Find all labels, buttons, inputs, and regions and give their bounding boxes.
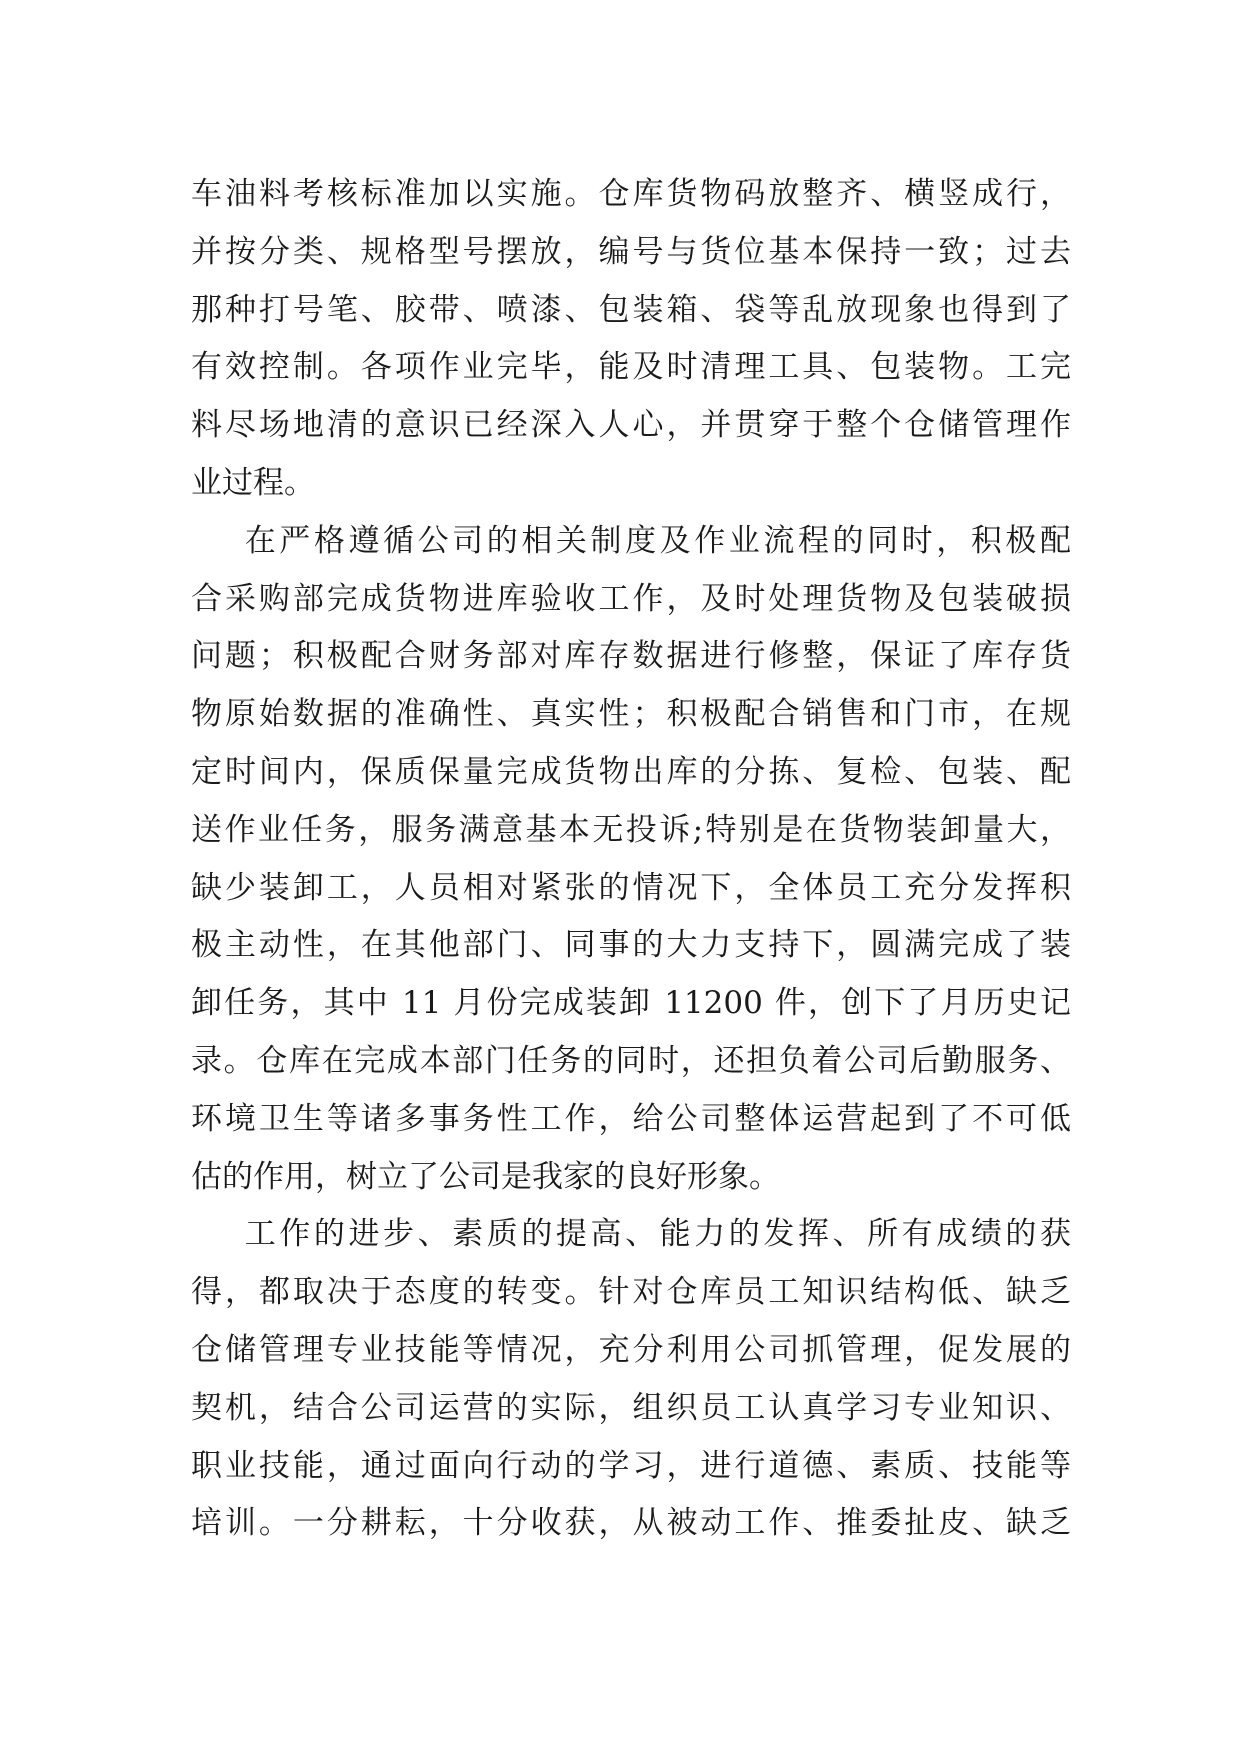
text-line: 问题；积极配合财务部对库存数据进行修整，保证了库存货 — [191, 638, 1071, 675]
paragraph — [191, 166, 1071, 513]
text-line: 得，都取决于态度的转变。针对仓库员工知识结构低、缺乏 — [191, 1274, 1071, 1311]
paragraph — [191, 1206, 1071, 1553]
text-line: 录。仓库在完成本部门任务的同时，还担负着公司后勤服务、 — [191, 1042, 1071, 1079]
text-line: 契机，结合公司运营的实际，组织员工认真学习专业知识、 — [191, 1389, 1071, 1426]
text-line: 极主动性，在其他部门、同事的大力支持下，圆满完成了装 — [191, 927, 1071, 964]
text-line: 并按分类、规格型号摆放，编号与货位基本保持一致；过去 — [191, 233, 1071, 270]
text-line: 环境卫生等诸多事务性工作，给公司整体运营起到了不可低 — [191, 1100, 1071, 1137]
text-line: 业过程。 — [191, 464, 315, 501]
text-line: 估的作用，树立了公司是我家的良好形象。 — [191, 1158, 780, 1195]
text-line: 料尽场地清的意识已经深入人心，并贯穿于整个仓储管理作 — [191, 407, 1071, 444]
text-line: 有效控制。各项作业完毕，能及时清理工具、包装物。工完 — [191, 349, 1071, 386]
text-line: 在严格遵循公司的相关制度及作业流程的同时，积极配 — [191, 522, 1071, 559]
text-line: 定时间内，保质保量完成货物出库的分拣、复检、包装、配 — [191, 753, 1071, 790]
text-line: 培训。一分耕耘，十分收获，从被动工作、推委扯皮、缺乏 — [191, 1505, 1071, 1542]
text-line: 车油料考核标准加以实施。仓库货物码放整齐、横竖成行， — [191, 176, 1071, 212]
text-line: 职业技能，通过面向行动的学习，进行道德、素质、技能等 — [191, 1447, 1071, 1484]
text-line: 缺少装卸工，人员相对紧张的情况下，全体员工充分发挥积 — [191, 869, 1071, 906]
text-line: 卸任务，其中 11 月份完成装卸 11200 件，创下了月历史记 — [191, 985, 1071, 1022]
document-body — [191, 166, 1071, 1553]
text-line: 工作的进步、素质的提高、能力的发挥、所有成绩的获 — [191, 1216, 1071, 1253]
text-line: 送作业任务，服务满意基本无投诉;特别是在货物装卸量大， — [191, 811, 1071, 848]
text-line: 合采购部完成货物进库验收工作，及时处理货物及包装破损 — [191, 580, 1071, 617]
text-line: 物原始数据的准确性、真实性；积极配合销售和门市，在规 — [191, 696, 1071, 733]
text-line: 那种打号笔、胶带、喷漆、包装箱、袋等乱放现象也得到了 — [191, 291, 1071, 328]
paragraph — [191, 513, 1071, 1207]
text-line: 仓储管理专业技能等情况，充分利用公司抓管理，促发展的 — [191, 1331, 1071, 1368]
